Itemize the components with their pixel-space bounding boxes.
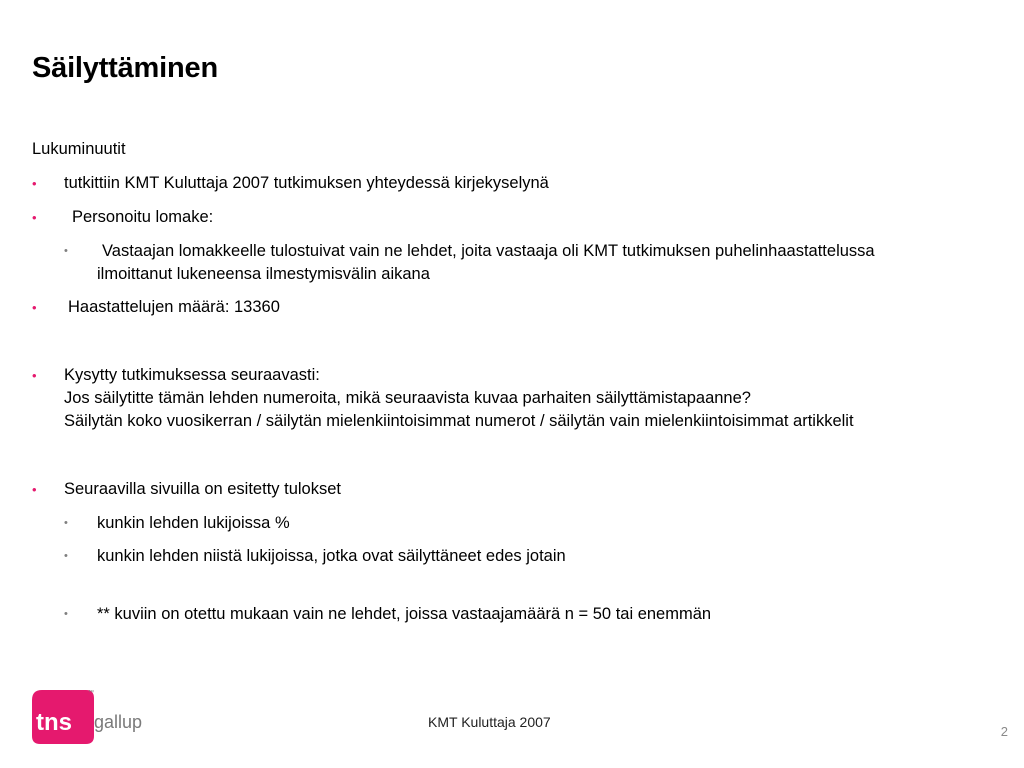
sub-bullet-text: Vastaajan lomakkeelle tulostuivat vain ne lehdet, joita vastaaja oli KMT tutkimuksen puhelinhaastattelussa	[102, 242, 875, 260]
sub-bullet-dot: •	[64, 517, 68, 529]
bullet-dot: •	[32, 210, 37, 225]
sub-bullet-dot: •	[64, 245, 68, 257]
bullet-text: Kysytty tutkimuksessa seuraavasti:	[64, 366, 320, 384]
bullet-text: Personoitu lomake:	[72, 208, 214, 226]
bullet-text-continued: Jos säilytitte tämän lehden numeroita, mikä seuraavista kuvaa parhaiten säilyttämistapaanne?	[64, 389, 751, 407]
sub-bullet-dot: •	[64, 608, 68, 620]
footer-text: KMT Kuluttaja 2007	[428, 714, 551, 730]
logo-trademark: ™	[88, 690, 94, 696]
bullet-dot: •	[32, 368, 37, 383]
bullet-dot: •	[32, 176, 37, 191]
logo-text-tns: tns	[36, 709, 72, 736]
sub-bullet-dot: •	[64, 550, 68, 562]
sub-bullet-text: kunkin lehden lukijoissa %	[97, 514, 290, 532]
bullet-dot: •	[32, 300, 37, 315]
bullet-dot: •	[32, 482, 37, 497]
bullet-text-continued: Säilytän koko vuosikerran / säilytän mielenkiintoisimmat numerot / säilytän vain mielenkiintoisimmat artikkelit	[64, 412, 854, 430]
slide-title: Säilyttäminen	[32, 52, 218, 84]
tns-gallup-logo	[32, 686, 144, 746]
sub-bullet-text: ** kuviin on otettu mukaan vain ne lehdet, joissa vastaajamäärä n = 50 tai enemmän	[97, 605, 712, 623]
sub-bullet-text-continued: ilmoittanut lukeneensa ilmestymisvälin aikana	[97, 265, 430, 283]
heading-text: Lukuminuutit	[32, 140, 126, 158]
bullet-text: Haastattelujen määrä: 13360	[68, 298, 280, 316]
bullet-text: tutkittiin KMT Kuluttaja 2007 tutkimuksen yhteydessä kirjekyselynä	[64, 174, 549, 192]
bullet-text: Seuraavilla sivuilla on esitetty tulokset	[64, 480, 341, 498]
page-number: 2	[1000, 724, 1008, 739]
sub-bullet-text: kunkin lehden niistä lukijoissa, jotka ovat säilyttäneet edes jotain	[97, 547, 566, 565]
logo-text-gallup: gallup	[94, 712, 143, 732]
